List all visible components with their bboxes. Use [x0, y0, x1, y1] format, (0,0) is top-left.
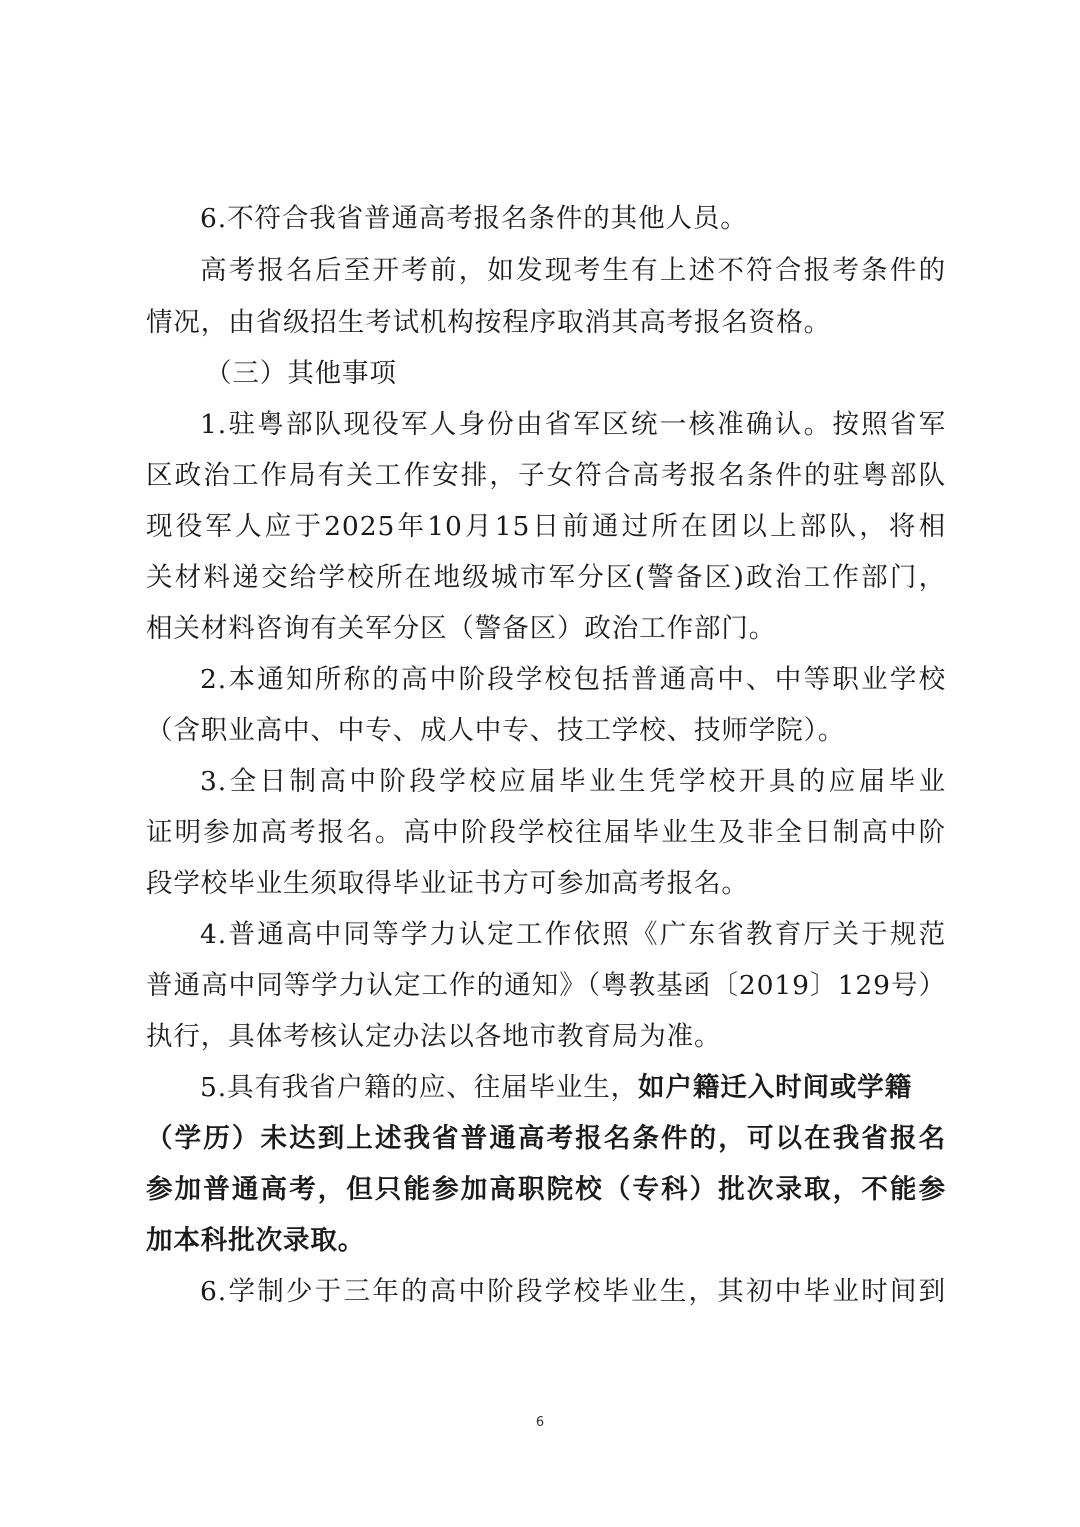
- item-4-line-1: 4.普通高中同等学力认定工作依照《广东省教育厅关于规范: [200, 919, 946, 950]
- item-5-line-4: 加本科批次录取。: [146, 1225, 366, 1256]
- item-2-line-2: （含职业高中、中专、成人中专、技工学校、技师学院）。: [146, 715, 846, 746]
- item-1-line-3: 现役军人应于2025年10月15日前通过所在团以上部队，将相: [146, 511, 946, 542]
- item-5-normal-text: 5.具有我省户籍的应、往届毕业生，: [200, 1072, 639, 1103]
- paragraph-cancellation-line-1: 高考报名后至开考前，如发现考生有上述不符合报考条件的: [200, 255, 946, 286]
- item-1-line-5: 相关材料咨询有关军分区（警备区）政治工作部门。: [146, 613, 777, 644]
- item-5-line-2: （学历）未达到上述我省普通高考报名条件的，可以在我省报名: [146, 1123, 946, 1154]
- section-heading-other-matters: （三）其他事项: [205, 358, 397, 389]
- item-1-line-4: 关材料递交给学校所在地级城市军分区(警备区)政治工作部门，: [146, 562, 946, 593]
- item-1-line-1: 1.驻粤部队现役军人身份由省军区统一核准确认。按照省军: [200, 409, 946, 440]
- item-3-line-2: 证明参加高考报名。高中阶段学校往届毕业生及非全日制高中阶: [146, 817, 946, 848]
- item-6-line-1: 6.学制少于三年的高中阶段学校毕业生，其初中毕业时间到: [200, 1276, 946, 1307]
- page-number: 6: [535, 1415, 545, 1430]
- item-4-line-3: 执行，具体考核认定办法以各地市教育局为准。: [146, 1021, 722, 1052]
- item-5-line-1: [200, 1071, 946, 1105]
- item-4-line-2: 普通高中同等学力认定工作的通知》（粤教基函〔2019〕129号）: [146, 970, 946, 1001]
- item-3-line-1: 3.全日制高中阶段学校应届毕业生凭学校开具的应届毕业: [200, 766, 946, 797]
- item-5-line-3: 参加普通高考，但只能参加高职院校（专科）批次录取，不能参: [146, 1174, 946, 1205]
- item-2-line-1: 2.本通知所称的高中阶段学校包括普通高中、中等职业学校: [200, 664, 946, 695]
- paragraph-cancellation-line-2: 情况，由省级招生考试机构按程序取消其高考报名资格。: [146, 307, 831, 338]
- item-1-line-2: 区政治工作局有关工作安排，子女符合高考报名条件的驻粤部队: [146, 460, 946, 491]
- item-5-bold-text: 如户籍迁入时间或学籍: [638, 1072, 913, 1103]
- item-3-line-3: 段学校毕业生须取得毕业证书方可参加高考报名。: [146, 868, 749, 899]
- paragraph-ineligible-item-6: 6.不符合我省普通高考报名条件的其他人员。: [200, 203, 748, 234]
